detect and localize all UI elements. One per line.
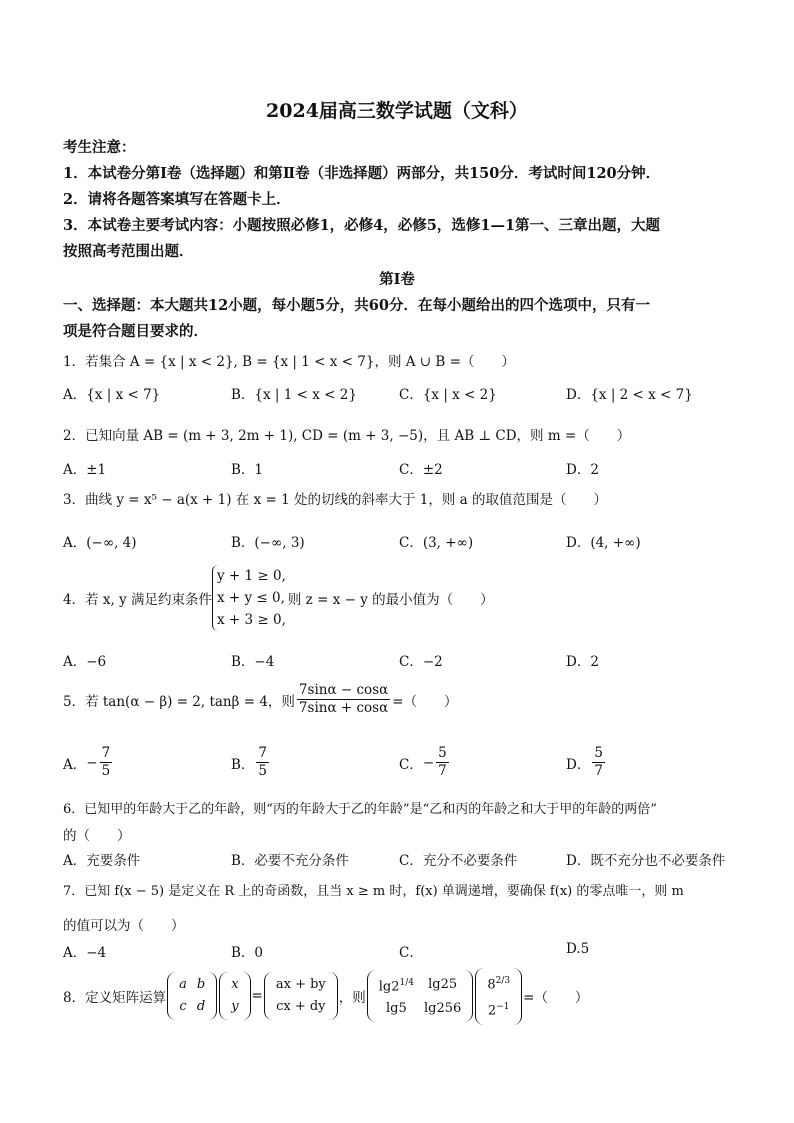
question-8-then: ，则 <box>338 990 366 1007</box>
question-6-stem-line-2: 的（ ） <box>63 828 131 844</box>
option-fraction <box>256 745 269 780</box>
vector-entry: 8 <box>487 977 496 993</box>
question-4-option-d: D．2 <box>566 654 599 670</box>
exam-title: 2024届高三数学试题（文科） <box>266 100 528 122</box>
question-6-option-c: C．充分不必要条件 <box>399 853 518 869</box>
question-3-option-c: C．(3, +∞) <box>399 535 474 551</box>
question-3-option-a: A．(−∞, 4) <box>63 535 137 551</box>
question-5-numerator: 7sinα − cosα <box>298 682 389 698</box>
vector-xy <box>219 972 250 1020</box>
matrix-entry: a <box>179 977 187 993</box>
option-denominator: 5 <box>101 763 111 779</box>
question-3-option-d: D．(4, +∞) <box>566 535 641 551</box>
question-7-option-c: C． <box>399 945 423 961</box>
volume-title: 第Ⅰ卷 <box>379 271 415 288</box>
question-7-stem-line-1: 7．已知 f(x − 5) 是定义在 R 上的奇函数，且当 x ≥ m 时，f(x) 单调递增，要确保 f(x) 的零点唯一，则 m <box>63 884 684 899</box>
section-intro-line-2: 项是符合题目要求的． <box>63 323 208 340</box>
matrix-entry: lg5 <box>386 1001 407 1017</box>
option-sign: − <box>422 754 435 771</box>
log-matrix <box>367 970 474 1022</box>
question-5-option-d <box>566 745 607 780</box>
question-7-option-b: B．0 <box>231 945 264 961</box>
option-sign: − <box>86 754 98 771</box>
option-numerator: 5 <box>438 745 447 761</box>
vector-entry: ax + by <box>275 977 326 993</box>
option-label: B． <box>231 756 255 773</box>
question-4-constraint-2: x + y ≤ 0, <box>217 590 285 606</box>
exponent: −1 <box>496 1002 510 1013</box>
notice-heading: 考生注意： <box>63 139 136 156</box>
question-1-option-d: D．{x | 2 < x < 7} <box>566 387 693 403</box>
question-2-option-a: A．±1 <box>63 462 107 478</box>
question-1-option-b: B．{x | 1 < x < 2} <box>231 387 357 403</box>
notice-item-3: 3．本试卷主要考试内容：小题按照必修1，必修4，必修5，选修1—1第一、三章出题，大题 <box>63 217 661 234</box>
power-vector <box>475 968 522 1025</box>
question-1-stem: 1．若集合 A = {x | x < 2}, B = {x | 1 < x < 7}，则 A ∪ B =（ ） <box>63 354 515 370</box>
exponent: 1/4 <box>399 978 415 989</box>
question-5-option-c <box>399 745 451 780</box>
question-7-option-a: A．−4 <box>63 945 107 961</box>
matrix-entry: c <box>179 999 187 1015</box>
vector-entry: y <box>231 999 239 1015</box>
option-label: A． <box>63 756 87 773</box>
option-denominator: 7 <box>594 763 603 779</box>
question-5-stem <box>63 682 458 717</box>
question-8-prefix: 8．定义矩阵运算 <box>63 990 167 1007</box>
matrix-entry: d <box>196 999 206 1015</box>
question-7-option-d: D.5 <box>566 941 590 957</box>
matrix-entry: b <box>196 977 206 993</box>
question-4-option-c: C．−2 <box>399 654 443 670</box>
vector-entry: 2 <box>487 1003 497 1019</box>
question-8-suffix: =（ ） <box>523 990 589 1007</box>
section-intro-line-1: 一、选择题：本大题共12小题，每小题5分，共60分．在每小题给出的四个选项中，只有一 <box>63 297 650 314</box>
vector-entry: x <box>231 977 239 993</box>
notice-item-1: 1．本试卷分第Ⅰ卷（选择题）和第Ⅱ卷（非选择题）两部分，共150分．考试时间120分钟． <box>63 165 661 182</box>
question-6-stem-line-1: 6．已知甲的年龄大于乙的年龄，则“丙的年龄大于乙的年龄”是“乙和丙的年龄之和大于甲的年龄的两倍” <box>63 802 657 817</box>
question-1-option-c: C．{x | x < 2} <box>399 387 497 403</box>
question-4-option-a: A．−6 <box>63 654 107 670</box>
option-label: D． <box>566 756 591 773</box>
question-5-option-a <box>63 745 114 780</box>
option-fraction <box>592 745 605 780</box>
question-6-option-d: D．既不充分也不必要条件 <box>566 853 726 869</box>
question-6-option-b: B．必要不充分条件 <box>231 853 349 869</box>
matrix-entry: lg25 <box>428 977 458 993</box>
question-4-constraint-system <box>212 565 286 631</box>
question-4-constraint-3: x + 3 ≥ 0, <box>217 612 286 628</box>
question-5-denominator: 7sinα + cosα <box>298 700 389 716</box>
question-4-suffix: 则 z = x − y 的最小值为（ ） <box>287 592 494 608</box>
option-numerator: 7 <box>258 745 268 761</box>
question-8-stem <box>63 968 588 1025</box>
equals-sign: = <box>251 988 263 1005</box>
option-numerator: 7 <box>101 745 111 761</box>
exponent: 2/3 <box>495 976 511 986</box>
matrix-entry: lg256 <box>424 1001 462 1017</box>
question-2-option-b: B．1 <box>231 462 264 478</box>
question-3-stem: 3．曲线 y = x⁵ − a(x + 1) 在 x = 1 处的切线的斜率大于 1，则 a 的取值范围是（ ） <box>63 492 607 508</box>
question-4-option-b: B．−4 <box>231 654 275 670</box>
question-7-stem-line-2: 的值可以为（ ） <box>63 918 185 934</box>
option-numerator: 5 <box>594 745 603 761</box>
option-denominator: 7 <box>438 763 447 779</box>
question-5-suffix: =（ ） <box>392 693 458 710</box>
question-3-option-b: B．(−∞, 3) <box>231 535 305 551</box>
question-5-prefix: 5．若 tan(α − β) = 2, tanβ = 4，则 <box>63 693 295 710</box>
matrix-abcd <box>167 972 217 1020</box>
vector-entry: cx + dy <box>276 999 326 1015</box>
question-5-option-b <box>231 745 271 780</box>
option-denominator: 5 <box>258 763 268 779</box>
notice-item-3-cont: 按照高考范围出题． <box>63 243 194 260</box>
question-1-option-a: A．{x | x < 7} <box>63 387 161 403</box>
option-fraction <box>436 745 449 780</box>
question-2-option-d: D．2 <box>566 462 599 478</box>
matrix-entry: lg2 <box>378 979 400 995</box>
question-2-stem: 2．已知向量 AB = (m + 3, 2m + 1), CD = (m + 3, −5)，且 AB ⊥ CD，则 m =（ ） <box>63 428 631 444</box>
result-vector <box>264 972 338 1020</box>
question-2-option-c: C．±2 <box>399 462 443 478</box>
question-4-prefix: 4．若 x, y 满足约束条件 <box>63 592 212 608</box>
option-fraction <box>100 745 113 780</box>
question-5-fraction <box>297 682 390 717</box>
notice-item-2: 2．请将各题答案填写在答题卡上． <box>63 191 291 208</box>
option-label: C． <box>399 756 423 773</box>
question-4-stem <box>63 565 494 631</box>
question-4-constraint-1: y + 1 ≥ 0, <box>217 568 286 584</box>
question-6-option-a: A．充要条件 <box>63 853 141 869</box>
